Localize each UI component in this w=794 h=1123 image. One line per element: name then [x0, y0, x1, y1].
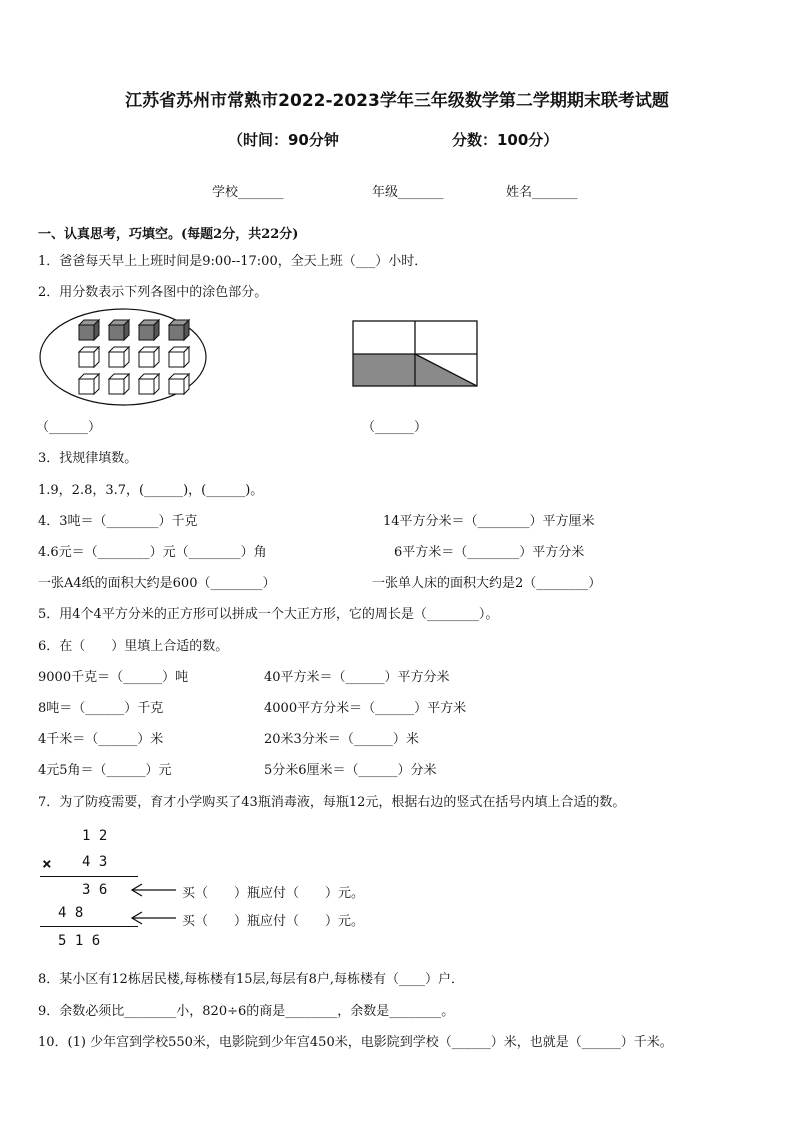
arrow-icons: [128, 880, 180, 930]
school-field: 学校_______: [212, 185, 284, 200]
q6-row4-right: 5分米6厘米＝（______）分米: [264, 763, 437, 778]
cube-icon: [169, 374, 189, 394]
cube-icon: [109, 320, 129, 340]
question-7: 7．为了防疫需要，育才小学购买了43瓶消毒液，每瓶12元，根据右边的竖式在括号内填上合适的数。: [38, 795, 626, 810]
cube-icon: [139, 320, 159, 340]
question-4-row2-left: 4.6元＝（________）元（________）角: [38, 545, 267, 560]
shaded-cell: [353, 354, 415, 386]
question-9: 9．余数必须比________小，820÷6的商是________，余数是________。: [38, 1004, 455, 1019]
question-3: 3．找规律填数。: [38, 451, 138, 466]
cube-icon: [79, 347, 99, 367]
cube-icon: [169, 320, 189, 340]
vm-note-1: 买（ ）瓶应付（ ）元。: [182, 886, 365, 901]
cube-icon: [79, 374, 99, 394]
section-1-heading: 一、认真思考，巧填空。(每题2分，共22分): [38, 227, 299, 242]
question-4-row2-right: 6平方米＝（________）平方分米: [394, 545, 585, 560]
q6-row1-left: 9000千克＝（______）吨: [38, 670, 189, 685]
vm-line2: 4 3: [82, 854, 108, 870]
question-5: 5．用4个4平方分米的正方形可以拼成一个大正方形，它的周长是（________）。: [38, 607, 499, 622]
question-4-row3-right: 一张单人床的面积大约是2（________）: [372, 576, 602, 591]
vm-line3: 3 6: [82, 882, 108, 898]
question-4-row1-right: 14平方分米＝（________）平方厘米: [383, 514, 595, 529]
vm-times-sign: ×: [42, 854, 52, 873]
grade-field: 年级_______: [372, 185, 444, 200]
cube-icon: [109, 347, 129, 367]
cubes-group: [79, 320, 189, 394]
question-10: 10．(1) 少年宫到学校550米，电影院到少年宫450米，电影院到学校（______）米，也就是（______）千米。: [38, 1035, 673, 1050]
q2-answer-right[interactable]: （______）: [362, 420, 428, 435]
shaded-rectangle-figure: [352, 320, 482, 390]
question-2: 2．用分数表示下列各图中的涂色部分。: [38, 285, 268, 300]
question-4-row3-left: 一张A4纸的面积大约是600（________）: [38, 576, 276, 591]
vm-note-2: 买（ ）瓶应付（ ）元。: [182, 914, 365, 929]
cube-icon: [139, 374, 159, 394]
cube-icon: [109, 374, 129, 394]
name-field: 姓名_______: [506, 185, 578, 200]
vm-rule-1: [40, 876, 138, 877]
cube-icon: [139, 347, 159, 367]
cube-icon: [169, 347, 189, 367]
question-1: 1．爸爸每天早上上班时间是9:00--17:00，全天上班（___）小时．: [38, 254, 428, 269]
question-6: 6．在（ ）里填上合适的数。: [38, 639, 229, 654]
vm-line4: 4 8: [58, 905, 84, 921]
vm-rule-2: [40, 926, 138, 927]
q6-row4-left: 4元5角＝（______）元: [38, 763, 172, 778]
vm-line5: 5 1 6: [58, 933, 101, 949]
q6-row2-right: 4000平方分米＝（______）平方米: [264, 701, 467, 716]
exam-title: 江苏省苏州市常熟市2022-2023学年三年级数学第二学期期末联考试题: [125, 91, 669, 111]
exam-score: 分数：100分）: [452, 131, 559, 149]
cubes-ellipse-figure: [38, 307, 208, 407]
question-4-row1-left: 4．3吨＝（________）千克: [38, 514, 198, 529]
q6-row3-left: 4千米＝（______）米: [38, 732, 164, 747]
vm-line1: 1 2: [82, 828, 108, 844]
cube-icon: [79, 320, 99, 340]
question-3-sequence: 1.9，2.8，3.7，(______)，(______)。: [38, 483, 264, 498]
q6-row2-left: 8吨＝（______）千克: [38, 701, 164, 716]
q2-answer-left[interactable]: （______）: [36, 420, 102, 435]
q6-row3-right: 20米3分米＝（______）米: [264, 732, 419, 747]
q6-row1-right: 40平方米＝（______）平方分米: [264, 670, 450, 685]
question-8: 8．某小区有12栋居民楼,每栋楼有15层,每层有8户,每栋楼有（____）户．: [38, 972, 465, 987]
exam-time: （时间：90分钟: [228, 131, 339, 149]
